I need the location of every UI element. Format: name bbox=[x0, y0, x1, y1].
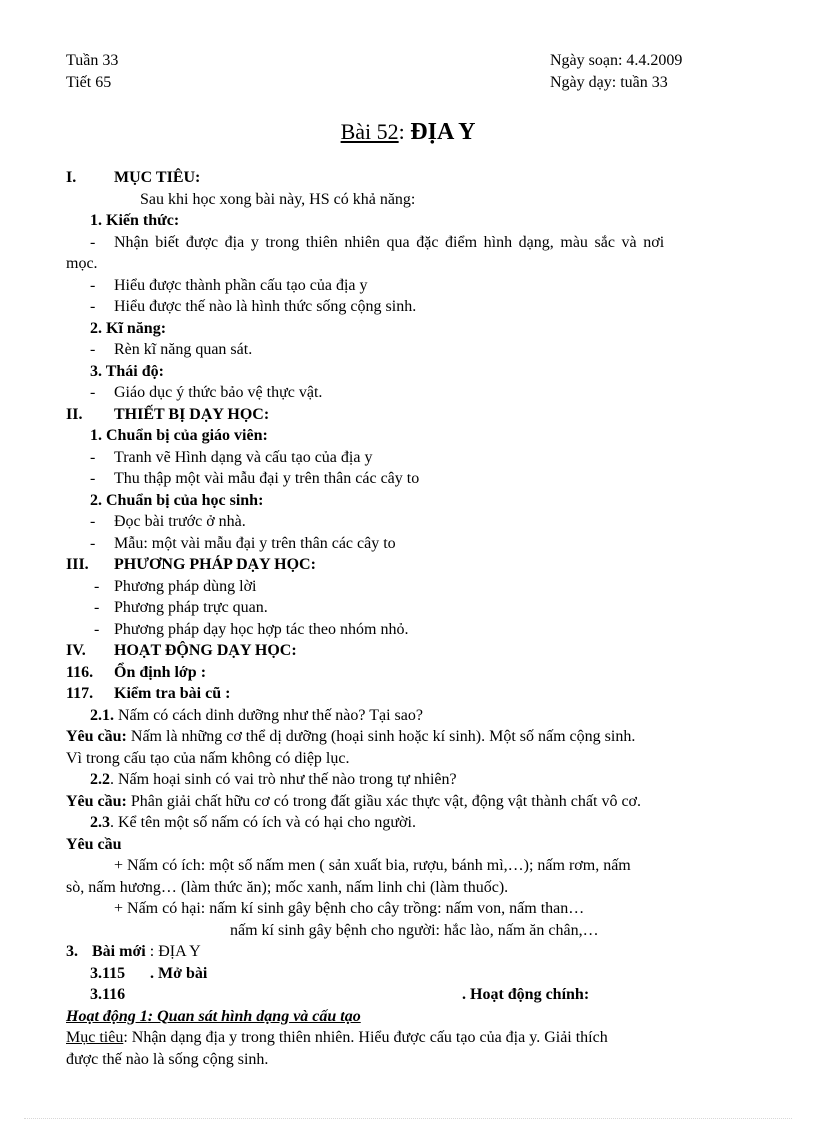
section-heading: III. PHƯƠNG PHÁP DẠY HỌC: bbox=[66, 556, 316, 573]
page-bottom-rule bbox=[24, 1118, 792, 1119]
header bbox=[66, 50, 756, 94]
answer: Yêu cầu: Phân giải chất hữu cơ có trong đất giầu xác thực vật, động vật thành chất vô cơ. bbox=[66, 792, 642, 810]
subsection-heading: 1. Kiến thức: bbox=[90, 212, 180, 229]
intro-text: Sau khi học xong bài này, HS có khả năng: bbox=[140, 190, 416, 208]
activity-goal-continued: được thế nào là sống cộng sinh. bbox=[66, 1050, 269, 1068]
section-heading: II. THIẾT BỊ DẠY HỌC: bbox=[66, 405, 270, 423]
activity-goal: Mục tiêu: Nhận dạng địa y trong thiên nhiên. Hiểu được cấu tạo của địa y. Giải thích bbox=[66, 1029, 608, 1046]
question: 2.1. Nấm có cách dinh dưỡng như thế nào? Tại sao? bbox=[90, 706, 423, 724]
answer-continued: Vì trong cấu tạo của nấm không có diệp lục. bbox=[66, 749, 350, 767]
answer: Yêu cầu: Nấm là những cơ thể dị dưỡng (hoại sinh hoặc kí sinh). Một số nấm cộng sinh. bbox=[66, 728, 636, 745]
subsection-heading: 3. Thái độ: bbox=[90, 362, 164, 380]
lesson-content bbox=[66, 167, 758, 1070]
step-heading: 116. Ổn định lớp : bbox=[66, 663, 207, 681]
subsection-heading: 1. Chuẩn bị của giáo viên: bbox=[90, 427, 268, 444]
header-left bbox=[66, 50, 118, 93]
subsection-heading: 2. Kĩ năng: bbox=[90, 319, 167, 337]
page-title bbox=[0, 118, 816, 146]
section-heading: IV. HOẠT ĐỘNG DẠY HỌC: bbox=[66, 642, 297, 659]
list-item: - Thu thập một vài mẫu đại y trên thân các cây to bbox=[90, 470, 420, 487]
list-item: - Giáo dục ý thức bảo vệ thực vật. bbox=[90, 384, 323, 401]
step-heading: 117. Kiểm tra bài cũ : bbox=[66, 685, 231, 702]
answer-item: + Nấm có ích: một số nấm men ( sản xuất bia, rượu, bánh mì,…); nấm rơm, nấm bbox=[114, 857, 631, 874]
question: 2.3. Kể tên một số nấm có ích và có hại cho người. bbox=[90, 814, 416, 831]
period-label: Tiết 65 bbox=[66, 73, 112, 91]
list-item: - Phương pháp dạy học hợp tác theo nhóm nhỏ. bbox=[94, 620, 409, 638]
lesson-name: ĐỊA Y bbox=[410, 119, 476, 145]
title-separator: : bbox=[398, 119, 411, 144]
subsection-heading: 2. Chuẩn bị của học sinh: bbox=[90, 491, 264, 509]
week-label: Tuần 33 bbox=[66, 52, 119, 69]
answer-item-continued: sò, nấm hương… (làm thức ăn); mốc xanh, nấm linh chi (làm thuốc). bbox=[66, 878, 509, 896]
answer-item: + Nấm có hại: nấm kí sinh gây bệnh cho cây trồng: nấm von, nấm than… bbox=[114, 900, 585, 917]
question: 2.2. Nấm hoại sinh có vai trò như thế nào trong tự nhiên? bbox=[90, 771, 457, 788]
step-heading: 3.115 . Mở bài bbox=[90, 964, 208, 982]
header-right bbox=[550, 50, 682, 93]
list-item: - Phương pháp dùng lời bbox=[94, 577, 257, 595]
step-heading: 3.116 . Hoạt động chính: bbox=[90, 986, 590, 1003]
list-item: - Mẫu: một vài mẫu đại y trên thân các cây to bbox=[90, 534, 396, 552]
new-lesson-heading: 3. Bài mới : ĐỊA Y bbox=[66, 943, 201, 960]
list-item: - Đọc bài trước ở nhà. bbox=[90, 513, 246, 530]
prep-date: Ngày soạn: 4.4.2009 bbox=[550, 52, 683, 69]
list-item-continued: mọc. bbox=[66, 255, 98, 272]
list-item: - Tranh vẽ Hình dạng và cấu tạo của địa y bbox=[90, 448, 373, 466]
list-item: - Rèn kĩ năng quan sát. bbox=[90, 341, 253, 358]
answer-label: Yêu cầu bbox=[66, 835, 122, 853]
activity-heading: Hoạt động 1: Quan sát hình dạng và cấu tạo bbox=[66, 1007, 361, 1025]
section-heading: I. MỤC TIÊU: bbox=[66, 169, 201, 186]
teach-date: Ngày dạy: tuần 33 bbox=[550, 73, 668, 91]
answer-item: nấm kí sinh gây bệnh cho người: hắc lào, nấm ăn chân,… bbox=[230, 921, 599, 939]
list-item: - Hiểu được thành phần cấu tạo của địa y bbox=[90, 276, 368, 294]
list-item: - Hiểu được thế nào là hình thức sống cộng sinh. bbox=[90, 298, 417, 315]
list-item: - Phương pháp trực quan. bbox=[94, 599, 268, 616]
list-item: - Nhận biết được địa y trong thiên nhiên qua đặc điểm hình dạng, màu sắc và nơi bbox=[90, 233, 665, 251]
lesson-number: Bài 52 bbox=[340, 119, 399, 144]
